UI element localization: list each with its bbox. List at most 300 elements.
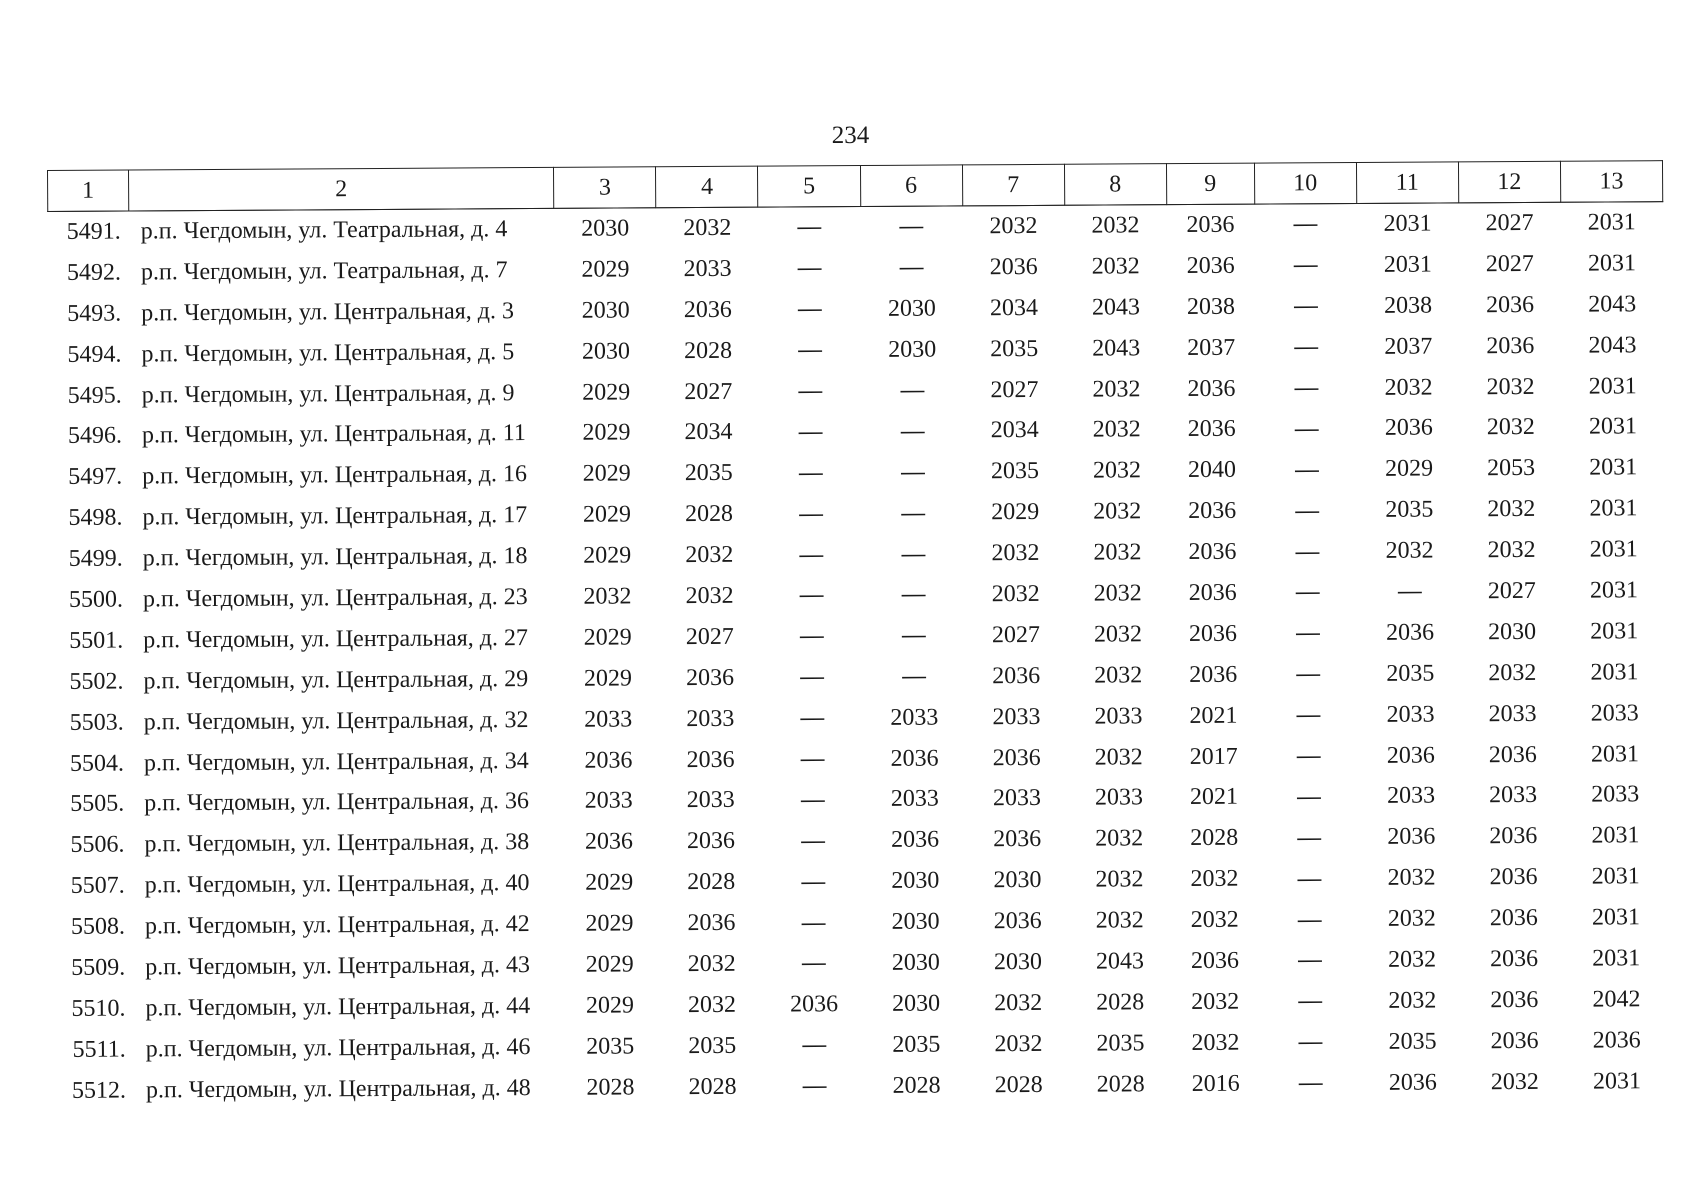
year-cell: 2034 xyxy=(684,419,733,446)
year-cell: 2043 xyxy=(1092,334,1141,362)
year-cell: 2036 xyxy=(1188,497,1237,525)
year-cell: 2029 xyxy=(583,624,632,651)
address-cell: р.п. Чегдомын, ул. Центральная, д. 18 xyxy=(142,543,528,572)
year-cell: 2033 xyxy=(992,703,1041,730)
column-header: 1 xyxy=(48,170,129,211)
year-cell: 2036 xyxy=(1592,1027,1641,1054)
year-cell: 2035 xyxy=(684,460,733,487)
year-cell: 2035 xyxy=(1388,1028,1437,1055)
year-cell: 2036 xyxy=(1490,1027,1539,1054)
year-cell: 2028 xyxy=(994,1071,1043,1098)
year-cell: 2032 xyxy=(583,583,632,610)
year-cell: 2029 xyxy=(583,542,632,569)
year-cell: 2033 xyxy=(1591,781,1640,808)
year-cell: 2029 xyxy=(582,501,632,528)
year-cell: — xyxy=(802,1072,827,1100)
address-cell: р.п. Чегдомын, ул. Центральная, д. 40 xyxy=(144,870,530,899)
row-number-cell: 5494. xyxy=(67,341,122,368)
row-number-cell: 5506. xyxy=(70,831,125,859)
year-cell: 2028 xyxy=(1096,1070,1145,1098)
address-cell: р.п. Чегдомын, ул. Центральная, д. 34 xyxy=(143,747,529,776)
column-header: 11 xyxy=(1356,162,1458,204)
year-cell: — xyxy=(1294,333,1319,361)
year-cell: — xyxy=(1297,824,1322,852)
year-cell: 2031 xyxy=(1587,250,1637,277)
year-cell: 2031 xyxy=(1591,904,1641,931)
year-cell: 2032 xyxy=(1387,905,1436,932)
year-cell: 2037 xyxy=(1187,334,1236,361)
year-cell: 2027 xyxy=(990,376,1039,403)
year-cell: 2029 xyxy=(582,460,631,488)
row-number-cell: 5510. xyxy=(71,995,126,1022)
year-cell: 2033 xyxy=(584,706,633,733)
address-cell: р.п. Чегдомын, ул. Центральная, д. 46 xyxy=(145,1033,531,1063)
year-cell: 2031 xyxy=(1589,577,1639,604)
year-cell: — xyxy=(901,581,926,609)
year-cell: 2031 xyxy=(1591,863,1640,890)
year-cell: 2028 xyxy=(892,1072,941,1099)
year-cell: 2029 xyxy=(582,378,631,406)
year-cell: 2036 xyxy=(1188,538,1237,566)
row-number-cell: 5508. xyxy=(70,913,126,940)
year-cell: — xyxy=(901,540,926,568)
year-cell: 2035 xyxy=(1386,660,1435,687)
address-cell: р.п. Чегдомын, ул. Центральная, д. 9 xyxy=(141,379,515,408)
year-cell: 2032 xyxy=(1095,866,1144,893)
year-cell: 2031 xyxy=(1588,413,1638,440)
year-cell: — xyxy=(798,459,823,487)
column-header: 13 xyxy=(1560,161,1662,203)
year-cell: 2029 xyxy=(581,256,630,283)
year-cell: 2035 xyxy=(1096,1030,1145,1057)
year-cell: 2028 xyxy=(687,868,736,896)
year-cell: 2032 xyxy=(1093,498,1142,525)
row-number-cell: 5493. xyxy=(67,300,122,327)
row-number-cell: 5502. xyxy=(69,668,124,695)
year-cell: — xyxy=(799,581,824,609)
year-cell: 2032 xyxy=(1093,580,1142,607)
year-cell: — xyxy=(802,1031,827,1059)
row-number-cell: 5501. xyxy=(69,627,124,654)
row-number-cell: 5497. xyxy=(68,463,123,491)
year-cell: — xyxy=(797,213,822,241)
year-cell: 2031 xyxy=(1589,536,1638,563)
year-cell: 2032 xyxy=(1387,864,1436,892)
year-cell: 2036 xyxy=(891,826,940,854)
year-cell: 2030 xyxy=(891,908,940,935)
year-cell: 2035 xyxy=(990,458,1040,485)
year-cell: 2036 xyxy=(1188,620,1238,647)
year-cell: 2036 xyxy=(1490,945,1539,973)
year-cell: 2033 xyxy=(1489,782,1538,809)
year-cell: 2036 xyxy=(584,828,634,856)
year-cell: 2032 xyxy=(1092,416,1141,444)
year-cell: — xyxy=(901,499,926,527)
year-cell: 2036 xyxy=(683,296,732,323)
year-cell: 2032 xyxy=(1095,907,1144,934)
address-cell: р.п. Чегдомын, ул. Центральная, д. 29 xyxy=(143,665,529,695)
address-cell: р.п. Чегдомын, ул. Театральная, д. 7 xyxy=(140,257,508,286)
row-number-cell: 5491. xyxy=(66,218,121,245)
year-cell: 2036 xyxy=(1386,742,1435,769)
year-cell: — xyxy=(900,417,925,445)
year-cell: — xyxy=(1294,415,1319,443)
year-cell: 2032 xyxy=(1490,1068,1539,1095)
address-cell: р.п. Чегдомын, ул. Центральная, д. 38 xyxy=(144,829,530,858)
year-cell: 2032 xyxy=(685,541,734,569)
column-header: 10 xyxy=(1254,163,1356,205)
year-cell: 2032 xyxy=(1486,414,1535,441)
year-cell: 2035 xyxy=(990,335,1039,362)
year-cell: — xyxy=(801,908,826,936)
year-cell: 2036 xyxy=(685,664,735,691)
year-cell: 2032 xyxy=(1091,253,1140,280)
year-cell: 2030 xyxy=(891,867,940,895)
year-cell: — xyxy=(798,418,823,446)
year-cell: 2036 xyxy=(1187,416,1236,443)
year-cell: 2036 xyxy=(1384,414,1433,442)
column-header: 7 xyxy=(962,164,1064,206)
year-cell: — xyxy=(1297,946,1323,974)
year-cell: 2032 xyxy=(989,212,1038,240)
year-cell: 2043 xyxy=(1095,948,1145,975)
year-cell: 2036 xyxy=(1186,252,1235,279)
row-number-cell: 5492. xyxy=(66,259,122,286)
year-cell: — xyxy=(799,663,825,691)
address-cell: р.п. Чегдомын, ул. Центральная, д. 48 xyxy=(145,1074,531,1104)
year-cell: 2042 xyxy=(1592,986,1641,1013)
year-cell: — xyxy=(1297,864,1322,893)
row-number-cell: 5495. xyxy=(67,382,122,409)
year-cell: — xyxy=(1293,251,1318,279)
address-cell: р.п. Чегдомын, ул. Театральная, д. 4 xyxy=(140,216,508,245)
year-cell: 2033 xyxy=(686,787,735,814)
year-cell: 2036 xyxy=(1489,823,1538,850)
year-cell: 2029 xyxy=(582,419,631,447)
address-cell: р.п. Чегдомын, ул. Центральная, д. 42 xyxy=(144,911,530,940)
year-cell: 2036 xyxy=(992,744,1041,771)
year-cell: 2032 xyxy=(1488,659,1537,686)
year-cell: — xyxy=(800,786,825,814)
column-header: 5 xyxy=(758,166,860,208)
year-cell: — xyxy=(900,376,925,404)
column-header: 3 xyxy=(554,167,656,209)
year-cell: — xyxy=(1397,578,1422,606)
year-cell: 2037 xyxy=(1384,333,1433,360)
data-table xyxy=(47,160,1669,1111)
year-cell: 2032 xyxy=(683,214,732,242)
year-cell: 2031 xyxy=(1383,210,1432,237)
year-cell: 2027 xyxy=(991,621,1041,649)
column-header: 8 xyxy=(1064,164,1166,206)
year-cell: 2033 xyxy=(1094,702,1143,730)
year-cell: 2031 xyxy=(1590,659,1639,686)
year-cell: 2036 xyxy=(584,746,633,774)
year-cell: — xyxy=(900,458,925,486)
year-cell: 2032 xyxy=(1191,988,1240,1015)
year-cell: 2029 xyxy=(991,499,1040,526)
address-cell: р.п. Чегдомын, ул. Центральная, д. 43 xyxy=(145,952,531,981)
year-cell: 2032 xyxy=(1190,906,1239,934)
year-cell: 2029 xyxy=(585,869,634,896)
year-cell: — xyxy=(800,704,825,732)
year-cell: 2030 xyxy=(581,297,630,324)
year-cell: — xyxy=(800,745,825,773)
year-cell: — xyxy=(1295,619,1321,647)
year-cell: 2032 xyxy=(687,991,737,1018)
year-cell: 2032 xyxy=(1486,373,1535,400)
address-cell: р.п. Чегдомын, ул. Центральная, д. 44 xyxy=(145,992,531,1022)
year-cell: 2043 xyxy=(1588,291,1637,318)
year-cell: 2029 xyxy=(585,992,635,1019)
year-cell: 2032 xyxy=(1091,212,1140,239)
year-cell: 2030 xyxy=(993,867,1042,894)
address-cell: р.п. Чегдомын, ул. Центральная, д. 23 xyxy=(142,584,528,613)
year-cell: 2032 xyxy=(1095,825,1144,852)
year-cell: — xyxy=(1296,783,1322,811)
year-cell: 2031 xyxy=(1590,618,1639,645)
year-cell: 2036 xyxy=(687,909,736,937)
year-cell: 2031 xyxy=(1592,1067,1642,1095)
year-cell: 2030 xyxy=(887,295,936,322)
year-cell: 2030 xyxy=(581,338,631,365)
year-cell: — xyxy=(1293,210,1318,238)
year-cell: 2036 xyxy=(992,662,1041,689)
year-cell: 2030 xyxy=(1488,618,1537,646)
year-cell: 2036 xyxy=(890,745,939,772)
year-cell: — xyxy=(797,254,822,282)
year-cell: 2035 xyxy=(892,1031,941,1058)
year-cell: 2028 xyxy=(684,500,734,528)
year-cell: 2030 xyxy=(888,336,937,363)
year-cell: 2032 xyxy=(1388,987,1437,1014)
year-cell: 2032 xyxy=(1487,496,1536,523)
year-cell: 2036 xyxy=(1489,904,1538,932)
year-cell: 2031 xyxy=(1588,372,1637,400)
year-cell: 2032 xyxy=(994,989,1043,1017)
year-cell: 2033 xyxy=(1386,782,1436,810)
column-header: 4 xyxy=(656,166,758,208)
year-cell: 2027 xyxy=(1487,577,1536,605)
year-cell: 2040 xyxy=(1187,457,1237,484)
address-cell: р.п. Чегдомын, ул. Центральная, д. 32 xyxy=(143,706,529,736)
year-cell: — xyxy=(798,336,823,364)
year-cell: 2036 xyxy=(989,253,1038,281)
year-cell: 2034 xyxy=(989,294,1039,321)
address-cell: р.п. Чегдомын, ул. Центральная, д. 27 xyxy=(143,624,529,654)
year-cell: 2030 xyxy=(891,949,940,976)
row-number-cell: 5509. xyxy=(71,954,126,981)
address-cell: р.п. Чегдомын, ул. Центральная, д. 3 xyxy=(141,297,515,327)
row-number-cell: 5507. xyxy=(70,872,125,900)
year-cell: 2053 xyxy=(1487,455,1536,482)
year-cell: 2017 xyxy=(1189,743,1238,770)
year-cell: — xyxy=(1293,292,1319,320)
year-cell: 2033 xyxy=(1590,699,1639,727)
year-cell: 2031 xyxy=(1592,945,1641,972)
year-cell: 2033 xyxy=(686,705,735,732)
row-number-cell: 5500. xyxy=(68,586,124,613)
year-cell: 2036 xyxy=(1189,661,1238,688)
row-number-cell: 5496. xyxy=(67,422,123,450)
year-cell: 2032 xyxy=(1191,1029,1240,1056)
year-cell: 2031 xyxy=(1383,251,1432,278)
year-cell: 2032 xyxy=(685,582,734,610)
year-cell: 2032 xyxy=(1094,662,1143,689)
row-number-cell: 5504. xyxy=(69,750,125,777)
year-cell: 2033 xyxy=(1488,700,1537,727)
row-number-cell: 5512. xyxy=(71,1077,127,1104)
year-cell: — xyxy=(801,949,826,977)
address-cell: р.п. Чегдомын, ул. Центральная, д. 11 xyxy=(141,420,526,449)
row-number-cell: 5503. xyxy=(69,709,124,736)
year-cell: 2034 xyxy=(990,417,1039,444)
year-cell: 2031 xyxy=(1587,209,1636,236)
year-cell: — xyxy=(899,213,924,241)
year-cell: — xyxy=(799,622,824,650)
year-cell: 2035 xyxy=(1385,496,1434,524)
year-cell: 2033 xyxy=(1094,784,1144,812)
year-cell: — xyxy=(798,499,824,528)
year-cell: 2036 xyxy=(1188,579,1237,606)
year-cell: 2030 xyxy=(581,215,630,242)
address-cell: р.п. Чегдомын, ул. Центральная, д. 36 xyxy=(144,788,530,817)
year-cell: 2027 xyxy=(1485,250,1534,278)
year-cell: 2027 xyxy=(685,623,734,650)
year-cell: — xyxy=(1296,742,1321,770)
row-number-cell: 5511. xyxy=(72,1036,126,1063)
row-number-cell: 5505. xyxy=(70,790,125,818)
year-cell: 2030 xyxy=(993,948,1043,976)
year-cell: 2033 xyxy=(683,255,732,282)
year-cell: 2032 xyxy=(1092,457,1142,484)
year-cell: 2027 xyxy=(684,378,733,405)
year-cell: 2038 xyxy=(1383,292,1433,319)
year-cell: 2016 xyxy=(1191,1070,1240,1097)
year-cell: 2033 xyxy=(890,785,939,813)
year-cell: 2036 xyxy=(993,826,1042,853)
year-cell: 2028 xyxy=(688,1073,737,1100)
year-cell: 2021 xyxy=(1189,702,1238,729)
table-row xyxy=(53,1061,1668,1112)
year-cell: 2036 xyxy=(686,746,735,773)
year-cell: 2035 xyxy=(586,1033,635,1060)
year-cell: 2031 xyxy=(1590,740,1640,768)
year-cell: 2036 xyxy=(1385,619,1435,646)
year-cell: — xyxy=(799,540,824,568)
year-cell: 2032 xyxy=(1385,537,1434,564)
year-cell: 2032 xyxy=(1093,621,1143,648)
year-cell: 2028 xyxy=(1190,825,1239,852)
year-cell: 2032 xyxy=(991,540,1040,567)
year-cell: — xyxy=(899,253,924,282)
year-cell: 2032 xyxy=(1387,946,1437,973)
year-cell: 2036 xyxy=(1190,947,1240,974)
year-cell: 2036 xyxy=(1489,864,1538,891)
year-cell: 2029 xyxy=(583,665,633,692)
year-cell: 2033 xyxy=(584,787,633,815)
year-cell: 2036 xyxy=(789,991,839,1018)
row-number-cell: 5499. xyxy=(68,545,123,572)
year-cell: 2028 xyxy=(683,337,733,364)
year-cell: — xyxy=(901,621,926,650)
year-cell: 2036 xyxy=(1388,1069,1437,1096)
year-cell: 2036 xyxy=(1187,375,1236,402)
year-cell: 2036 xyxy=(1488,741,1537,768)
year-cell: 2036 xyxy=(686,828,736,855)
year-cell: — xyxy=(1295,496,1320,525)
address-cell: р.п. Чегдомын, ул. Центральная, д. 17 xyxy=(142,502,528,531)
year-cell: 2032 xyxy=(1384,374,1433,401)
row-number-cell: 5498. xyxy=(68,504,123,532)
year-cell: — xyxy=(1298,987,1323,1015)
year-cell: 2032 xyxy=(1093,539,1142,566)
year-cell: 2036 xyxy=(1486,332,1535,359)
year-cell: 2032 xyxy=(1092,375,1141,403)
year-cell: 2033 xyxy=(992,785,1042,812)
year-cell: 2035 xyxy=(688,1032,737,1059)
year-cell: 2029 xyxy=(1384,455,1434,483)
year-cell: 2029 xyxy=(585,951,634,978)
year-cell: — xyxy=(800,827,826,855)
year-cell: 2036 xyxy=(993,908,1042,935)
year-cell: 2027 xyxy=(1485,209,1534,237)
column-header: 6 xyxy=(860,165,962,207)
year-cell: — xyxy=(1295,537,1320,565)
year-cell: 2032 xyxy=(687,950,736,978)
year-cell: 2036 xyxy=(1490,986,1539,1014)
year-cell: 2032 xyxy=(1094,743,1143,771)
year-cell: 2031 xyxy=(1589,495,1638,522)
year-cell: 2031 xyxy=(1591,822,1640,849)
year-cell: 2036 xyxy=(1387,823,1436,851)
year-cell: — xyxy=(1296,701,1321,729)
year-cell: 2032 xyxy=(994,1030,1043,1057)
column-header: 12 xyxy=(1458,161,1560,203)
page-number: 234 xyxy=(831,122,870,149)
year-cell: — xyxy=(798,377,823,405)
year-cell: — xyxy=(801,867,826,896)
year-cell: — xyxy=(1298,1028,1323,1056)
year-cell: 2036 xyxy=(1486,291,1535,318)
year-cell: 2031 xyxy=(1589,454,1638,481)
year-cell: — xyxy=(797,295,822,323)
year-cell: — xyxy=(1295,578,1320,606)
year-cell: 2028 xyxy=(1096,989,1145,1016)
year-cell: — xyxy=(1294,456,1320,484)
year-cell: 2028 xyxy=(586,1074,635,1101)
table-body xyxy=(48,202,1668,1112)
year-cell: 2043 xyxy=(1588,331,1637,359)
column-header: 9 xyxy=(1166,163,1254,205)
column-header: 2 xyxy=(128,167,554,211)
year-cell: 2021 xyxy=(1189,784,1239,811)
address-cell: р.п. Чегдомын, ул. Центральная, д. 16 xyxy=(142,461,528,490)
year-cell: 2033 xyxy=(1386,701,1435,728)
year-cell: 2030 xyxy=(892,990,941,1017)
year-cell: 2032 xyxy=(991,580,1040,608)
year-cell: 2032 xyxy=(1487,536,1536,564)
year-cell: 2032 xyxy=(1190,865,1239,893)
year-cell: 2038 xyxy=(1186,293,1236,320)
year-cell: 2033 xyxy=(890,704,939,731)
year-cell: — xyxy=(1294,374,1319,402)
year-cell: — xyxy=(902,662,927,691)
year-cell: 2029 xyxy=(585,910,634,937)
year-cell: — xyxy=(1298,1069,1323,1097)
year-cell: 2036 xyxy=(1186,211,1235,238)
address-cell: р.п. Чегдомын, ул. Центральная, д. 5 xyxy=(141,338,515,368)
